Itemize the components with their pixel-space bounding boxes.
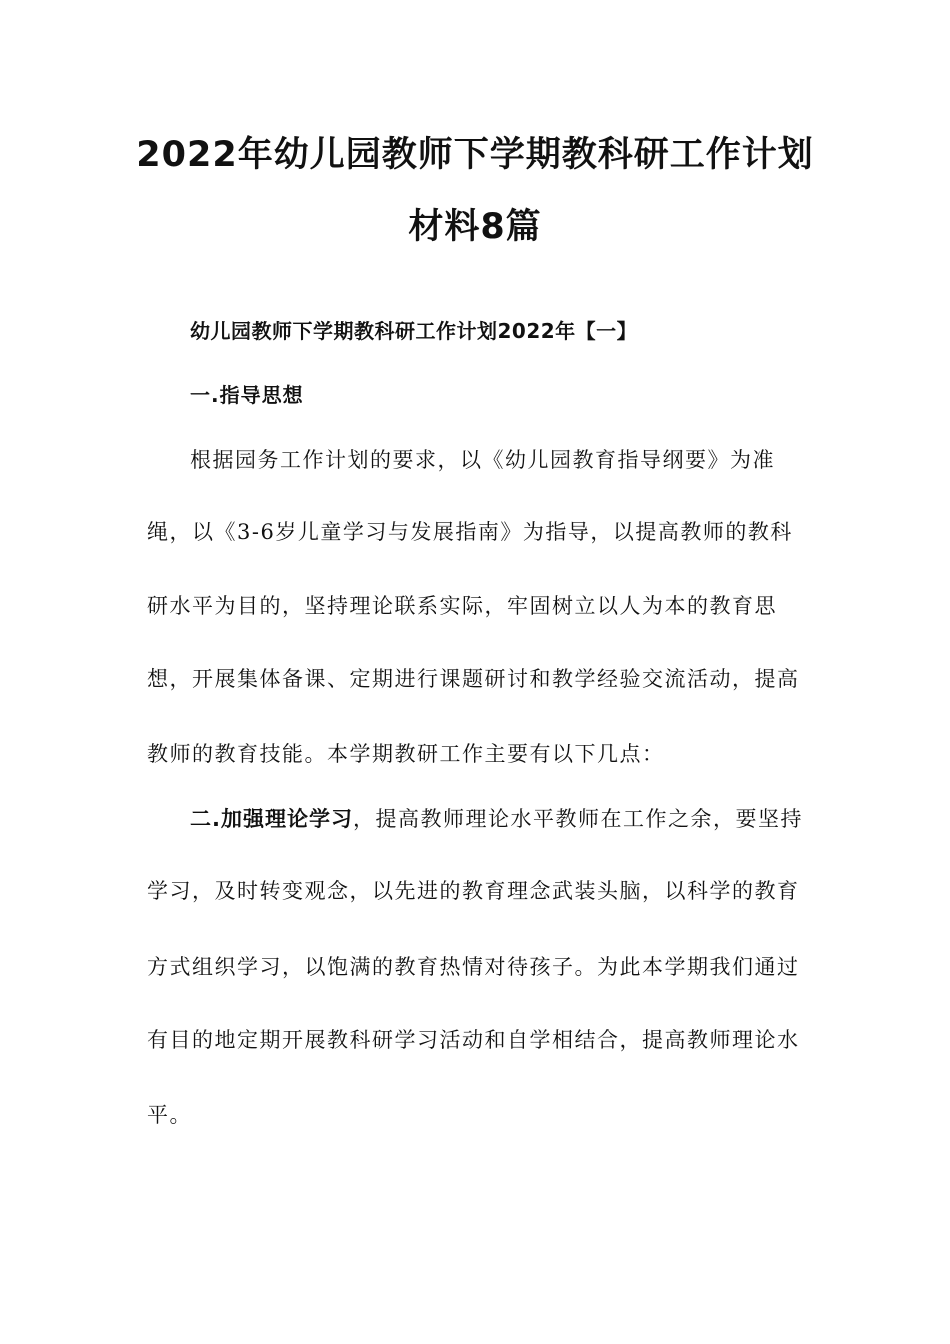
document-title-line-2: 材料8篇 — [408, 207, 542, 247]
theory-paragraph-line: 方式组织学习，以饱满的教育热情对待孩子。为此本学期我们通过 — [147, 955, 800, 979]
guide-paragraph-line: 教师的教育技能。本学期教研工作主要有以下几点： — [147, 742, 665, 766]
guide-paragraph-line: 研水平为目的，坚持理论联系实际，牢固树立以人为本的教育思 — [147, 594, 777, 618]
guide-paragraph-line: 想，开展集体备课、定期进行课题研讨和教学经验交流活动，提高 — [147, 667, 800, 691]
guide-paragraph-line: 绳，以《3-6岁儿童学习与发展指南》为指导，以提高教师的教科 — [147, 520, 793, 544]
theory-paragraph-line: ，提高教师理论水平教师在工作之余，要坚持 — [352, 807, 803, 831]
theory-paragraph-line: 学习，及时转变观念，以先进的教育理念武装头脑，以科学的教育 — [147, 879, 800, 903]
document-title-line-1: 2022年幼儿园教师下学期教科研工作计划 — [136, 135, 814, 175]
theory-paragraph-first-line — [190, 805, 803, 833]
guide-paragraph-line: 根据园务工作计划的要求，以《幼儿园教育指导纲要》为准 — [190, 448, 775, 472]
theory-heading: 二.加强理论学习 — [190, 807, 353, 831]
theory-paragraph-line: 平。 — [147, 1103, 192, 1127]
section-heading: 幼儿园教师下学期教科研工作计划2022年【一】 — [190, 319, 638, 343]
theory-paragraph-line: 有目的地定期开展教科研学习活动和自学相结合，提高教师理论水 — [147, 1028, 800, 1052]
guide-heading: 一.指导思想 — [190, 383, 304, 407]
